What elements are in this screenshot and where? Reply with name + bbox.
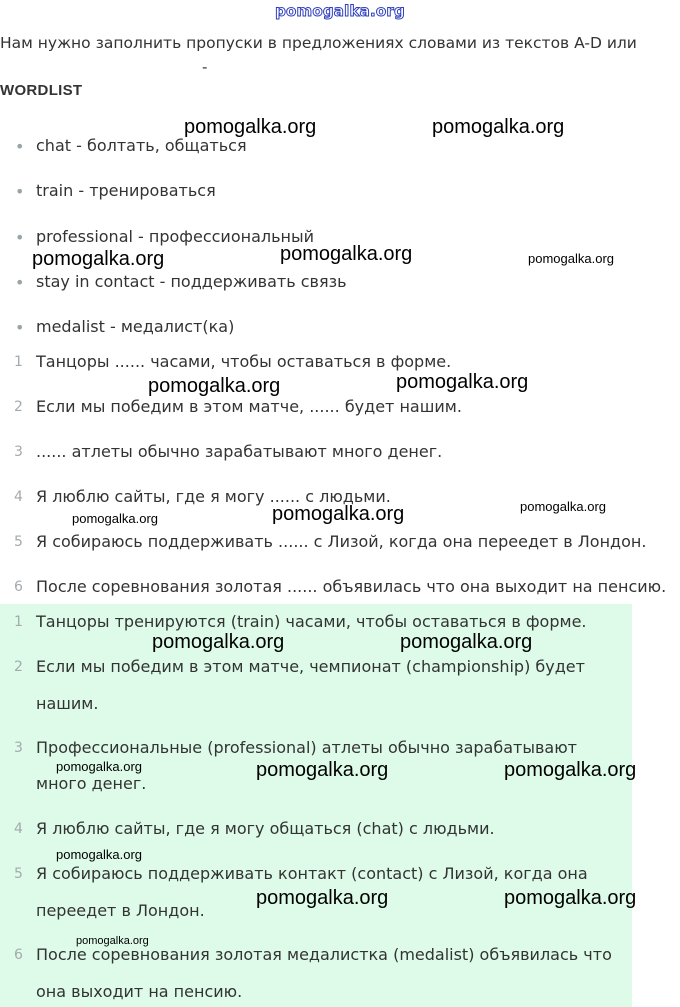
watermark: pomogalka.org — [280, 243, 413, 265]
watermark: pomogalka.org — [56, 759, 142, 774]
watermark: pomogalka.org — [256, 887, 389, 909]
wordlist-item: train - тренироваться — [36, 181, 216, 200]
answer-text: она выходит на пенсию. — [36, 982, 243, 1001]
task-number: 4 — [14, 489, 23, 505]
task-text: Танцоры ...... часами, чтобы оставаться в форме. — [36, 352, 452, 371]
intro-text: Нам нужно заполнить пропуски в предложениях словами из текстов A-D или — [0, 34, 637, 52]
task-number: 6 — [14, 579, 23, 595]
list-bullet: • — [15, 228, 25, 247]
answer-number: 6 — [14, 947, 23, 963]
answer-text: После соревнования золотая медалистка (medalist) объявилась что — [36, 945, 612, 964]
watermark: pomogalka.org — [256, 759, 389, 781]
answer-text: Профессиональные (professional) атлеты обычно зарабатывают — [36, 738, 577, 757]
answer-text: Если мы победим в этом матче, чемпионат (championship) будет — [36, 657, 585, 676]
task-text: ...... атлеты обычно зарабатывают много денег. — [36, 442, 443, 461]
watermark: pomogalka.org — [520, 499, 606, 514]
watermark: pomogalka.org — [56, 847, 142, 862]
watermark: pomogalka.org — [396, 371, 529, 393]
list-bullet: • — [15, 318, 25, 337]
answer-text: переедет в Лондон. — [36, 901, 205, 920]
answer-number: 4 — [14, 821, 23, 837]
task-number: 3 — [14, 444, 23, 460]
task-number: 1 — [14, 354, 23, 370]
site-logo[interactable]: pomogalka.org — [275, 2, 405, 20]
wordlist-title: WORDLIST — [0, 82, 83, 99]
list-bullet: • — [15, 182, 25, 201]
watermark: pomogalka.org — [504, 759, 637, 781]
answer-number: 5 — [14, 866, 23, 882]
task-number: 5 — [14, 534, 23, 550]
task-number: 2 — [14, 399, 23, 415]
wordlist-item: professional - профессиональный — [36, 227, 315, 246]
watermark: pomogalka.org — [32, 248, 165, 270]
intro-text-tail: - — [202, 58, 208, 76]
watermark: pomogalka.org — [528, 251, 614, 266]
watermark: pomogalka.org — [504, 887, 637, 909]
wordlist-item: medalist - медалист(ка) — [36, 317, 235, 336]
task-text: После соревнования золотая ...... объявилась что она выходит на пенсию. — [36, 577, 667, 596]
answer-number: 2 — [14, 659, 23, 675]
watermark: pomogalka.org — [400, 631, 533, 653]
answer-text: много денег. — [36, 774, 147, 793]
list-bullet: • — [15, 137, 25, 156]
watermark: pomogalka.org — [184, 116, 317, 138]
watermark: pomogalka.org — [432, 116, 565, 138]
watermark: pomogalka.org — [148, 375, 281, 397]
task-text: Я собираюсь поддерживать ...... с Лизой, когда она переедет в Лондон. — [36, 532, 647, 551]
task-text: Если мы победим в этом матче, ...... будет нашим. — [36, 397, 462, 416]
list-bullet: • — [15, 273, 25, 292]
watermark: pomogalka.org — [272, 503, 405, 525]
watermark: pomogalka.org — [76, 935, 149, 947]
wordlist-item: chat - болтать, общаться — [36, 136, 247, 155]
answer-text: нашим. — [36, 694, 99, 713]
wordlist-item: stay in contact - поддерживать связь — [36, 272, 347, 291]
watermark: pomogalka.org — [152, 631, 285, 653]
answer-number: 1 — [14, 614, 23, 630]
watermark: pomogalka.org — [72, 511, 158, 526]
answer-text: Я собираюсь поддерживать контакт (contact) с Лизой, когда она — [36, 864, 588, 883]
answer-text: Я люблю сайты, где я могу общаться (chat) с людьми. — [36, 819, 495, 838]
answer-number: 3 — [14, 740, 23, 756]
task-text: Я люблю сайты, где я могу ...... с людьми. — [36, 487, 391, 506]
answer-text: Танцоры тренируются (train) часами, чтобы оставаться в форме. — [36, 612, 587, 631]
